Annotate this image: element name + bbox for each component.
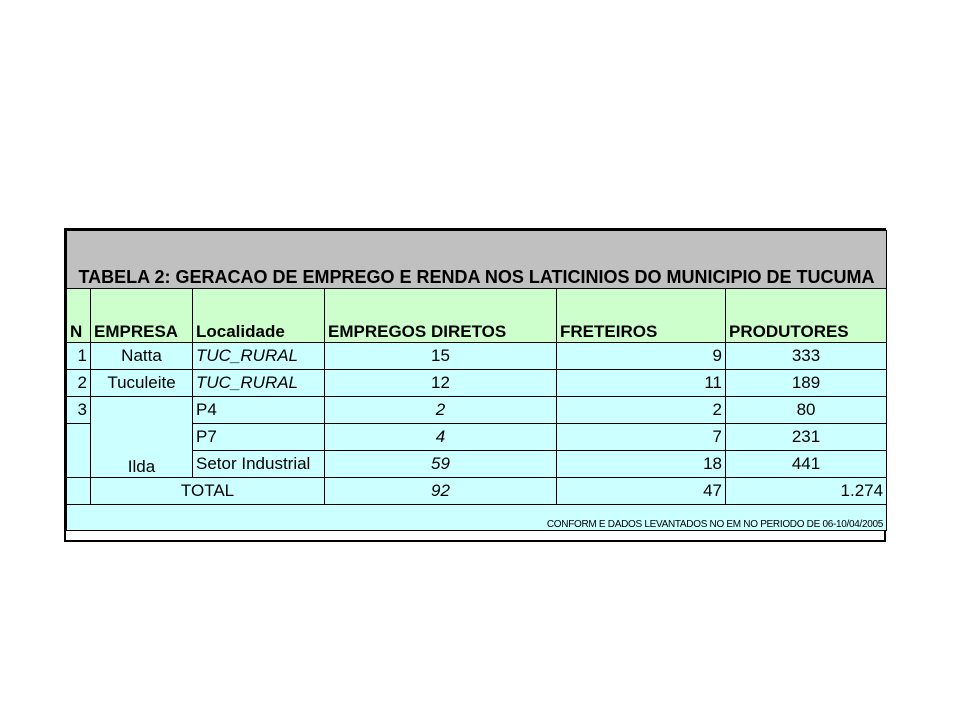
- cell-localidade: TUC_RURAL: [193, 343, 325, 370]
- table-row: [67, 370, 887, 397]
- table-title: TABELA 2: GERACAO DE EMPREGO E RENDA NOS LATICINIOS DO MUNICIPIO DE TUCUMA: [67, 231, 887, 289]
- table-frame: [64, 228, 886, 542]
- cell-n: 2: [67, 370, 91, 397]
- total-empregos: 92: [325, 478, 557, 505]
- footnote: CONFORM E DADOS LEVANTADOS NO EM NO PERIODO DE 06-10/04/2005: [67, 505, 887, 531]
- header-n: N: [67, 289, 91, 343]
- total-freteiros: 47: [557, 478, 726, 505]
- cell-n: 3: [67, 397, 91, 424]
- cell-empregos: 2: [325, 397, 557, 424]
- total-row: [67, 478, 887, 505]
- cell-n: 1: [67, 343, 91, 370]
- cell-empregos: 59: [325, 451, 557, 478]
- total-label: TOTAL: [91, 478, 325, 505]
- cell-freteiros: 18: [557, 451, 726, 478]
- total-produtores: 1.274: [726, 478, 887, 505]
- cell-freteiros: 2: [557, 397, 726, 424]
- cell-empregos: 15: [325, 343, 557, 370]
- cell-empresa: Natta: [91, 343, 193, 370]
- header-produtores: PRODUTORES: [726, 289, 887, 343]
- cell-empresa: Tuculeite: [91, 370, 193, 397]
- table-row: [67, 343, 887, 370]
- cell-n-empty: [67, 478, 91, 505]
- cell-localidade: P7: [193, 424, 325, 451]
- cell-localidade: P4: [193, 397, 325, 424]
- cell-empresa: Ilda: [91, 397, 193, 478]
- cell-localidade: TUC_RURAL: [193, 370, 325, 397]
- cell-produtores: 189: [726, 370, 887, 397]
- header-row: [67, 289, 887, 343]
- cell-freteiros: 9: [557, 343, 726, 370]
- cell-freteiros: 11: [557, 370, 726, 397]
- cell-empregos: 4: [325, 424, 557, 451]
- cell-produtores: 80: [726, 397, 887, 424]
- cell-n-empty: [67, 424, 91, 478]
- footnote-row: [67, 505, 887, 531]
- header-localidade: Localidade: [193, 289, 325, 343]
- cell-produtores: 441: [726, 451, 887, 478]
- table-row: [67, 397, 887, 424]
- header-freteiros: FRETEIROS: [557, 289, 726, 343]
- cell-produtores: 333: [726, 343, 887, 370]
- header-empresa: EMPRESA: [91, 289, 193, 343]
- employment-table: [66, 230, 887, 531]
- cell-empregos: 12: [325, 370, 557, 397]
- cell-produtores: 231: [726, 424, 887, 451]
- header-empregos: EMPREGOS DIRETOS: [325, 289, 557, 343]
- cell-localidade: Setor Industrial: [193, 451, 325, 478]
- cell-freteiros: 7: [557, 424, 726, 451]
